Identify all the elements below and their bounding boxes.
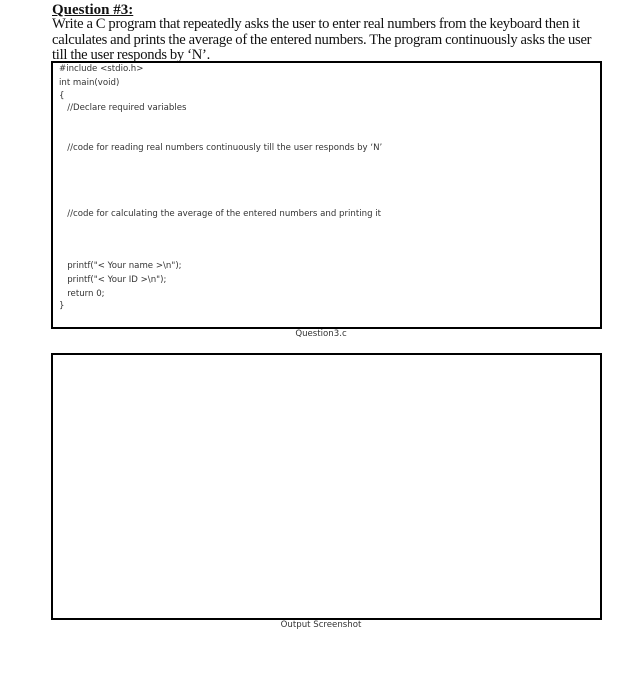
code-caption: Question3.c — [295, 329, 347, 339]
code-line-printf-name: printf("< Your name >\n"); — [59, 261, 182, 271]
output-screenshot-box — [51, 353, 602, 620]
output-caption: Output Screenshot — [280, 620, 362, 630]
question-text: Write a C program that repeatedly asks the user to enter real numbers from the keyboard then it calculates and prints the average of the entered numbers. The program continuously asks the user till the user responds by ‘N’. — [52, 16, 592, 63]
code-comment-declare: //Declare required variables — [59, 103, 187, 113]
code-box — [51, 61, 602, 329]
code-line-include: #include <stdio.h> — [59, 64, 144, 74]
code-line-main: int main(void) — [59, 78, 120, 88]
code-line-printf-id: printf("< Your ID >\n"); — [59, 275, 167, 285]
code-comment-reading: //code for reading real numbers continuously till the user responds by ‘N’ — [59, 143, 383, 153]
code-comment-average: //code for calculating the average of the entered numbers and printing it — [59, 209, 382, 219]
question-heading: Question #3: — [52, 2, 134, 18]
code-line-return: return 0; — [59, 289, 105, 299]
code-line-close-brace: } — [59, 301, 65, 311]
code-line-open-brace: { — [59, 91, 65, 101]
